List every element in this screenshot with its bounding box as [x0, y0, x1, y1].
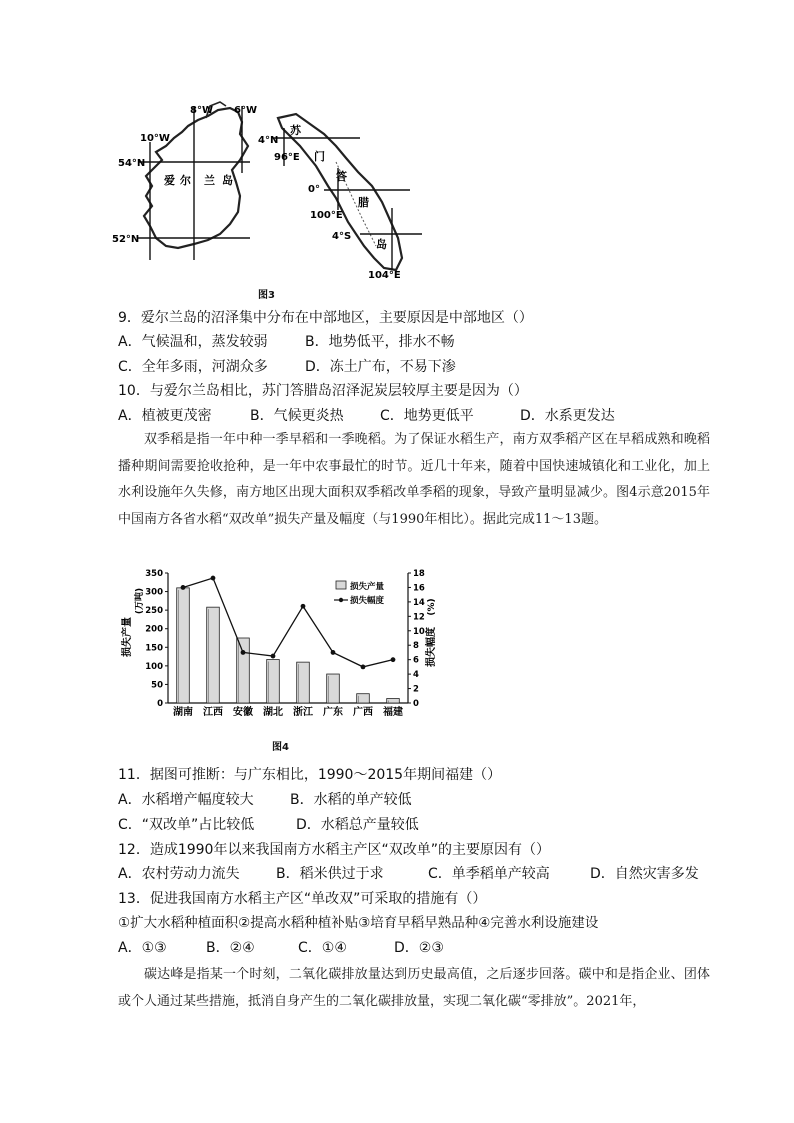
legend-bar-swatch — [336, 581, 346, 589]
right-tick-label: 16 — [413, 583, 425, 594]
question-10-option-b: B．气候更炎热 — [250, 408, 344, 424]
left-tick-label: 250 — [145, 606, 163, 617]
question-9-option-b: B．地势低平，排水不畅 — [305, 334, 455, 350]
category-label: 广东 — [323, 707, 343, 718]
lat-label-4s: 4°S — [332, 231, 352, 242]
passage-carbon-peak: 碳达峰是指某一个时刻，二氧化碳排放量达到历史最高值，之后逐步回落。碳中和是指企业、团体或个人通过某些措施，抵消自身产生的二氧化碳排放量，实现二氧化碳“零排放”。2021年， — [118, 967, 710, 1009]
question-12-option-c: C．单季稻单产较高 — [428, 866, 550, 882]
right-tick-label: 10 — [413, 626, 425, 637]
left-tick-label: 0 — [157, 699, 163, 709]
question-13-option-b: B．②④ — [206, 940, 255, 956]
category-label: 湖南 — [173, 707, 193, 718]
lat-label-52n: 52°N — [112, 234, 140, 245]
figure-4-caption: 图4 — [272, 742, 289, 753]
sumatra-name-5: 岛 — [376, 238, 387, 251]
y-axis-unit: (万吨) — [135, 587, 145, 615]
ireland-name-4: 岛 — [222, 174, 233, 187]
point-安徽 — [241, 650, 246, 655]
y2-axis-unit: (%) — [427, 598, 437, 616]
lat-label-0: 0° — [308, 184, 320, 195]
right-tick-label: 0 — [413, 699, 419, 709]
question-11-option-b: B．水稻的单产较低 — [290, 792, 412, 808]
left-tick-label: 50 — [151, 680, 163, 691]
y-axis-title: 损失产量 — [122, 617, 133, 657]
question-11-stem: 11．据图可推断：与广东相比，1990～2015年期间福建（） — [118, 767, 502, 783]
point-湖南 — [181, 585, 186, 590]
point-湖北 — [271, 654, 276, 659]
point-浙江 — [301, 604, 306, 609]
point-广东 — [331, 650, 336, 655]
legend-line-marker — [339, 598, 343, 602]
right-tick-label: 18 — [413, 569, 425, 579]
legend-bar-label: 损失产量 — [350, 582, 385, 592]
category-label: 福建 — [383, 707, 403, 718]
question-13-stem: 13．促进我国南方水稻主产区“单改双”可采取的措施有（） — [118, 891, 487, 907]
y2-axis-title: 损失幅度 — [426, 627, 437, 667]
question-9-option-d: D．冻土广布，不易下渗 — [305, 359, 456, 375]
question-12-option-d: D．自然灾害多发 — [590, 866, 699, 882]
right-tick-label: 2 — [413, 684, 419, 695]
question-11-option-a: A．水稻增产幅度较大 — [118, 792, 254, 808]
ireland-name-1: 爱 — [164, 174, 175, 187]
lat-label-54n: 54°N — [118, 158, 146, 169]
point-江西 — [211, 576, 216, 581]
lon-label-104e: 104°E — [368, 270, 401, 281]
point-福建 — [391, 657, 396, 662]
left-tick-label: 100 — [145, 661, 163, 672]
figure-3-caption: 图3 — [258, 290, 275, 301]
lon-label-10w: 10°W — [140, 133, 170, 144]
point-广西 — [361, 664, 366, 669]
sumatra-name-3: 答 — [336, 170, 347, 183]
sumatra-name-4: 腊 — [358, 196, 369, 209]
left-tick-label: 350 — [145, 569, 163, 579]
question-13-measures: ①扩大水稻种植面积②提高水稻种植补贴③培育早稻早熟品种④完善水利设施建设 — [118, 915, 599, 931]
right-tick-label: 8 — [413, 641, 419, 652]
question-10-option-c: C．地势更低平 — [380, 408, 474, 424]
lon-label-8w: 8°W — [190, 105, 213, 116]
sumatra-name-2: 门 — [314, 150, 325, 163]
passage-double-rice: 双季稻是指一年中种一季早稻和一季晚稻。为了保证水稻生产，南方双季稻产区在早稻成熟和晚稻播种期间需要抢收抢种，是一年中农事最忙的时节。近几十年来，随着中国快速城镇化和工业化，加上水利设施年久失修，南方地区出现大面积双季稻改单季稻的现象，导致产量明显减少。图4示意2015年中国南方各省水稻“双改单”损失产量及幅度（与1990年相比）。据此完成11～13题。 — [118, 432, 710, 527]
question-10-option-d: D．水系更发达 — [520, 408, 615, 424]
left-tick-label: 150 — [145, 643, 163, 654]
sumatra-name-1: 苏 — [290, 124, 301, 137]
question-9-option-c: C．全年多雨，河湖众多 — [118, 359, 268, 375]
question-11-option-c: C．“双改单”占比较低 — [118, 817, 255, 833]
legend-line-label: 损失幅度 — [350, 596, 385, 606]
question-10-option-a: A．植被更茂密 — [118, 408, 212, 424]
question-12-option-b: B．稻米供过于求 — [276, 866, 384, 882]
left-tick-label: 300 — [145, 587, 163, 598]
category-label: 广西 — [353, 707, 373, 718]
question-13-option-a: A．①③ — [118, 940, 167, 956]
lat-label-4n: 4°N — [258, 135, 279, 146]
category-label: 湖北 — [263, 707, 283, 718]
right-tick-label: 4 — [413, 670, 419, 681]
question-13-option-d: D．②③ — [394, 940, 444, 956]
figure-4-chart — [118, 565, 438, 730]
right-tick-label: 12 — [413, 612, 425, 623]
figure-3-maps — [110, 98, 440, 298]
category-label: 安徽 — [233, 707, 253, 718]
question-13-option-c: C．①④ — [298, 940, 347, 956]
right-tick-label: 6 — [413, 655, 419, 666]
question-9-stem: 9．爱尔兰岛的沼泽集中分布在中部地区，主要原因是中部地区（） — [118, 310, 533, 326]
left-tick-label: 200 — [145, 624, 163, 635]
question-9-option-a: A．气候温和，蒸发较弱 — [118, 334, 268, 350]
question-11-option-d: D．水稻总产量较低 — [296, 817, 419, 833]
category-label: 浙江 — [293, 707, 313, 718]
lon-label-6w: 6°W — [234, 105, 257, 116]
ireland-name-2: 尔 — [180, 174, 191, 187]
category-label: 江西 — [203, 707, 223, 718]
question-10-stem: 10．与爱尔兰岛相比，苏门答腊岛沼泽泥炭层较厚主要是因为（） — [118, 383, 528, 399]
right-tick-label: 14 — [413, 597, 425, 608]
ireland-name-3: 兰 — [204, 174, 215, 187]
question-12-stem: 12．造成1990年以来我国南方水稻主产区“双改单”的主要原因有（） — [118, 842, 550, 858]
lon-label-100e: 100°E — [310, 210, 343, 221]
lon-label-96e: 96°E — [274, 152, 300, 163]
question-12-option-a: A．农村劳动力流失 — [118, 866, 240, 882]
